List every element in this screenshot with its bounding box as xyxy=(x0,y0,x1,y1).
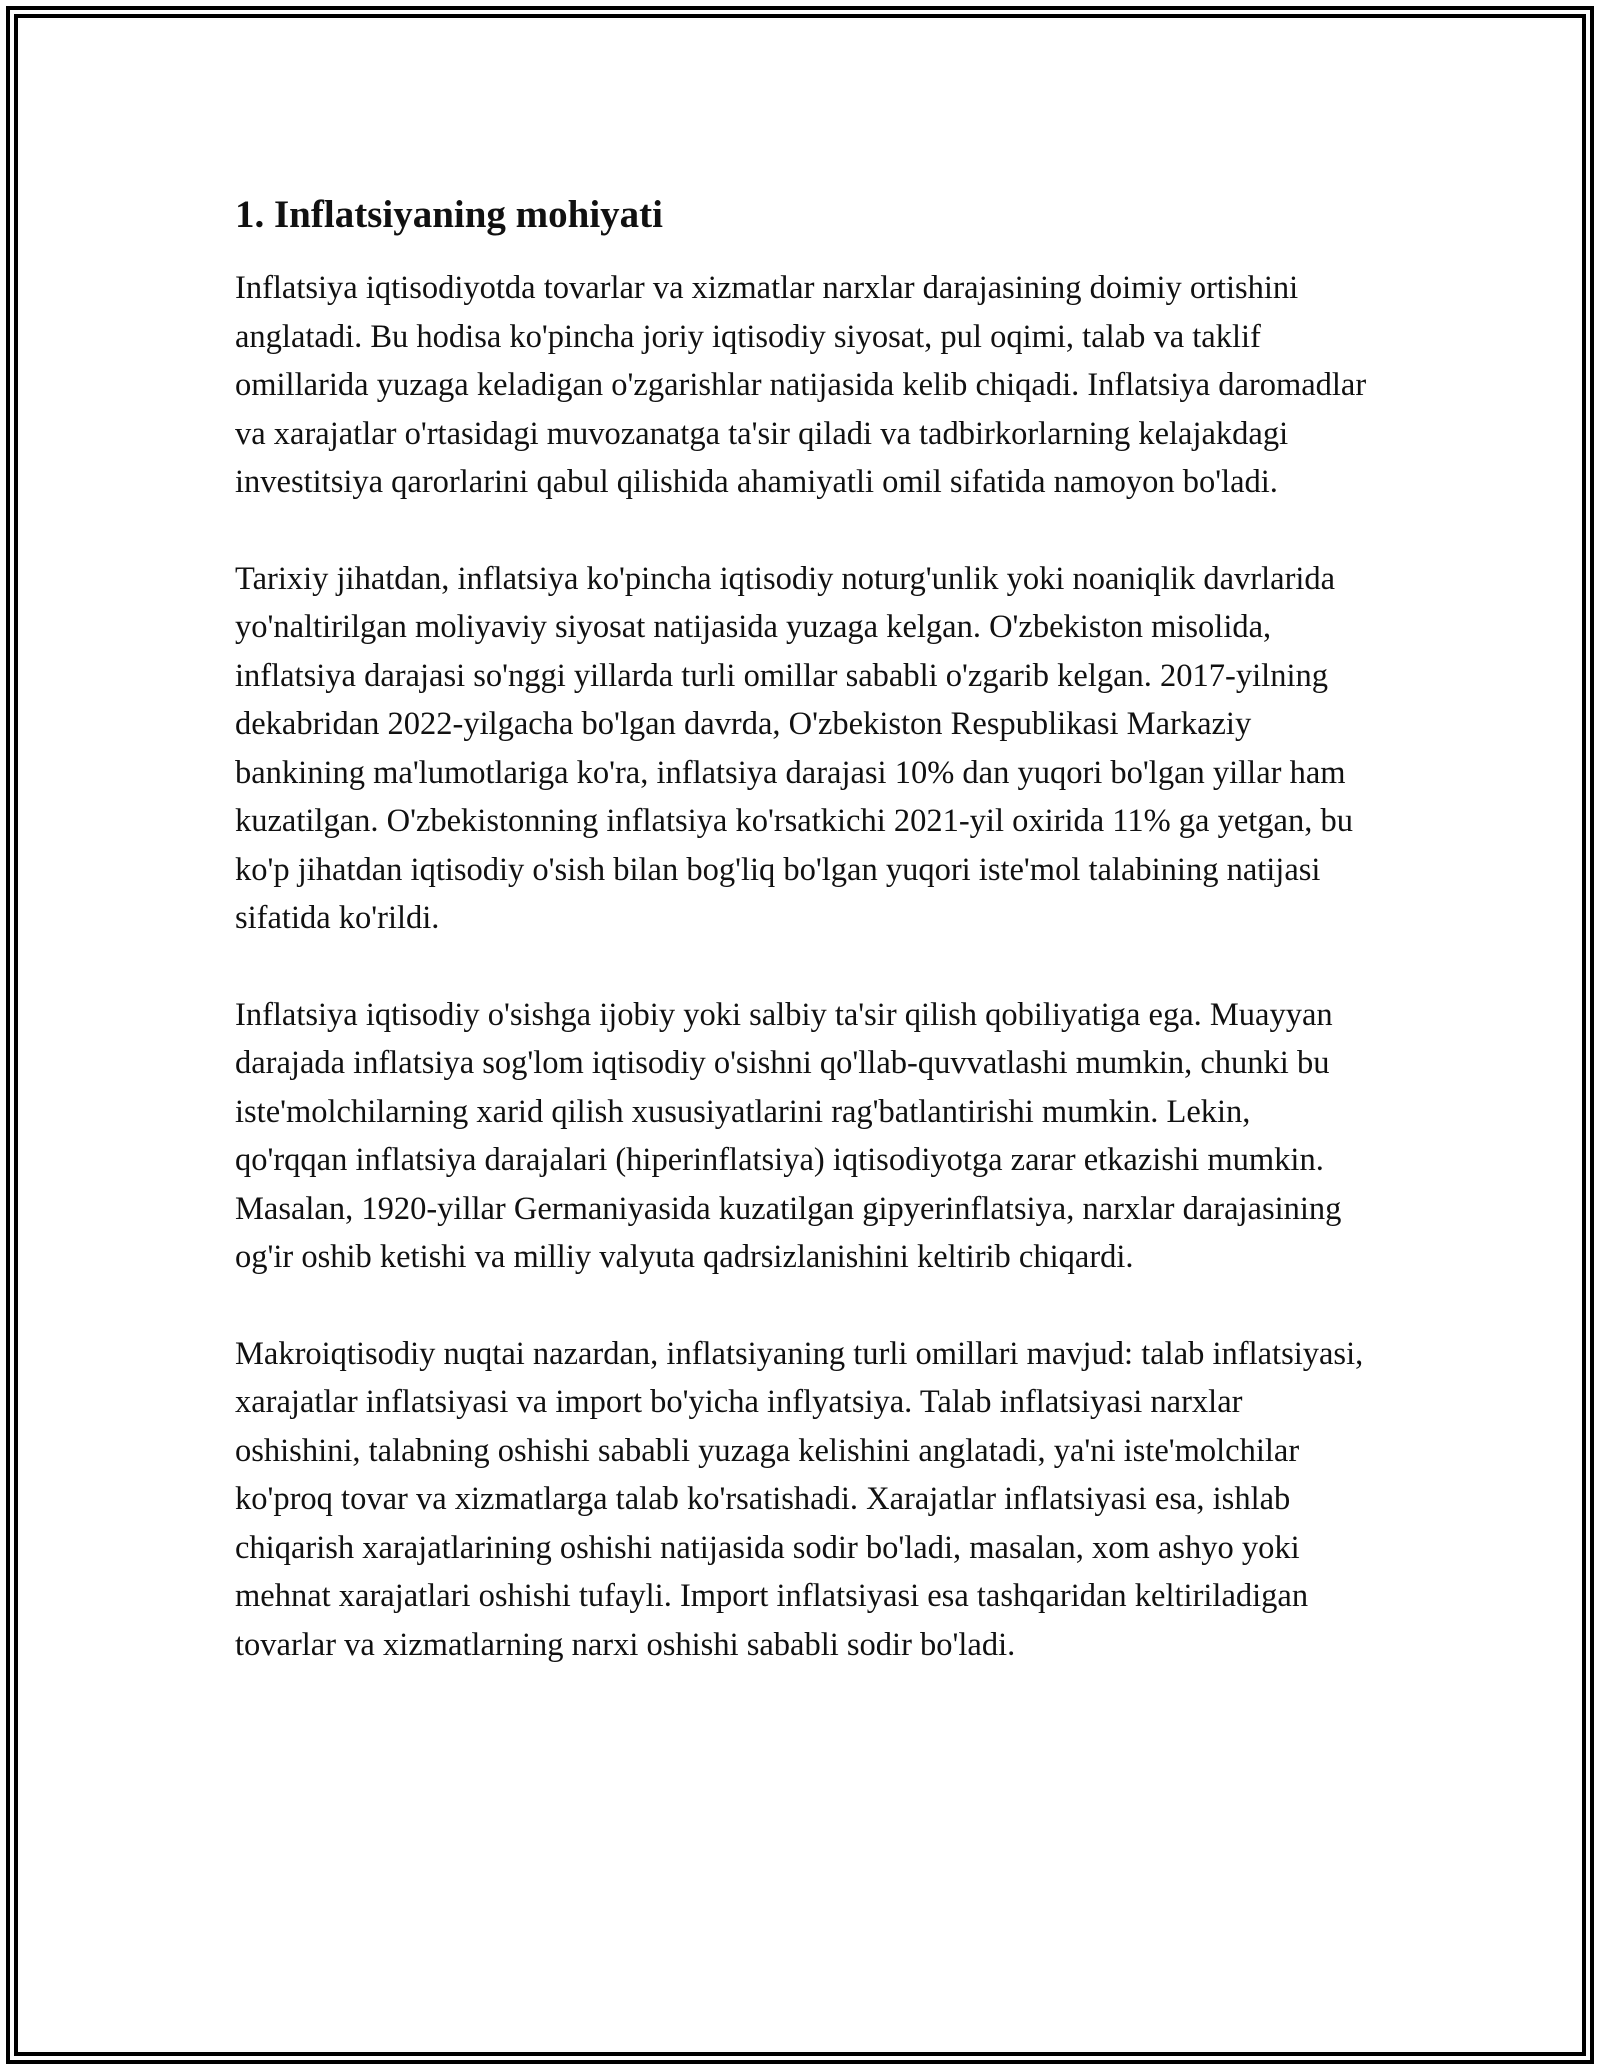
section-heading: 1. Inflatsiyaning mohiyati xyxy=(235,193,663,236)
document-page xyxy=(235,188,1370,1717)
paragraph-growth-effects: Inflatsiya iqtisodiy o'sishga ijobiy yoki salbiy ta'sir qilish qobiliyatiga ega. Muayyan darajada inflatsiya sog'lom iqtisodiy o'sishni qo'llab-quvvatlashi mumkin, chunki bu iste'molchilarning xarid qilish xususiyatlarini rag'batlantirishi mumkin. Lekin, qo'rqqan inflatsiya darajalari (hiperinflatsiya) iqtisodiyotga zarar etkazishi mumkin. Masalan, 1920-yillar Germaniyasida kuzatilgan gipyerinflatsiya, narxlar darajasining og'ir oshib ketishi va milliy valyuta qadrsizlanishini keltirib chiqardi. xyxy=(235,996,1342,1275)
paragraph-history: Tarixiy jihatdan, inflatsiya ko'pincha iqtisodiy noturg'unlik yoki noaniqlik davrlarida yo'naltirilgan moliyaviy siyosat natijasida yuzaga kelgan. O'zbekiston misolida, inflatsiya darajasi so'nggi yillarda turli omillar sababli o'zgarib kelgan. 2017-yilning dekabridan 2022-yilgacha bo'lgan davrda, O'zbekiston Respublikasi Markaziy bankining ma'lumotlariga ko'ra, inflatsiya darajasi 10% dan yuqori bo'lgan yillar ham kuzatilgan. O'zbekistonning inflatsiya ko'rsatkichi 2021-yil oxirida 11% ga yetgan, bu ko'p jihatdan iqtisodiy o'sish bilan bog'liq bo'lgan yuqori iste'mol talabining natijasi sifatida ko'rildi. xyxy=(235,560,1353,936)
paragraph-macro-factors: Makroiqtisodiy nuqtai nazardan, inflatsiyaning turli omillari mavjud: talab inflatsiyasi, xarajatlar inflatsiyasi va import bo'yicha inflyatsiya. Talab inflatsiyasi narxlar oshishini, talabning oshishi sababli yuzaga kelishini anglatadi, ya'ni iste'molchilar ko'proq tovar va xizmatlarga talab ko'rsatishadi. Xarajatlar inflatsiyasi esa, ishlab chiqarish xarajatlarining oshishi natijasida sodir bo'ladi, masalan, xom ashyo yoki mehnat xarajatlari oshishi tufayli. Import inflatsiyasi esa tashqaridan keltiriladigan tovarlar va xizmatlarning narxi oshishi sababli sodir bo'ladi. xyxy=(235,1335,1364,1663)
paragraph-definition: Inflatsiya iqtisodiyotda tovarlar va xizmatlar narxlar darajasining doimiy ortishini anglatadi. Bu hodisa ko'pincha joriy iqtisodiy siyosat, pul oqimi, talab va taklif omillarida yuzaga keladigan o'zgarishlar natijasida kelib chiqadi. Inflatsiya daromadlar va xarajatlar o'rtasidagi muvozanatga ta'sir qiladi va tadbirkorlarning kelajakdagi investitsiya qarorlarini qabul qilishida ahamiyatli omil sifatida namoyon bo'ladi. xyxy=(235,270,1367,500)
